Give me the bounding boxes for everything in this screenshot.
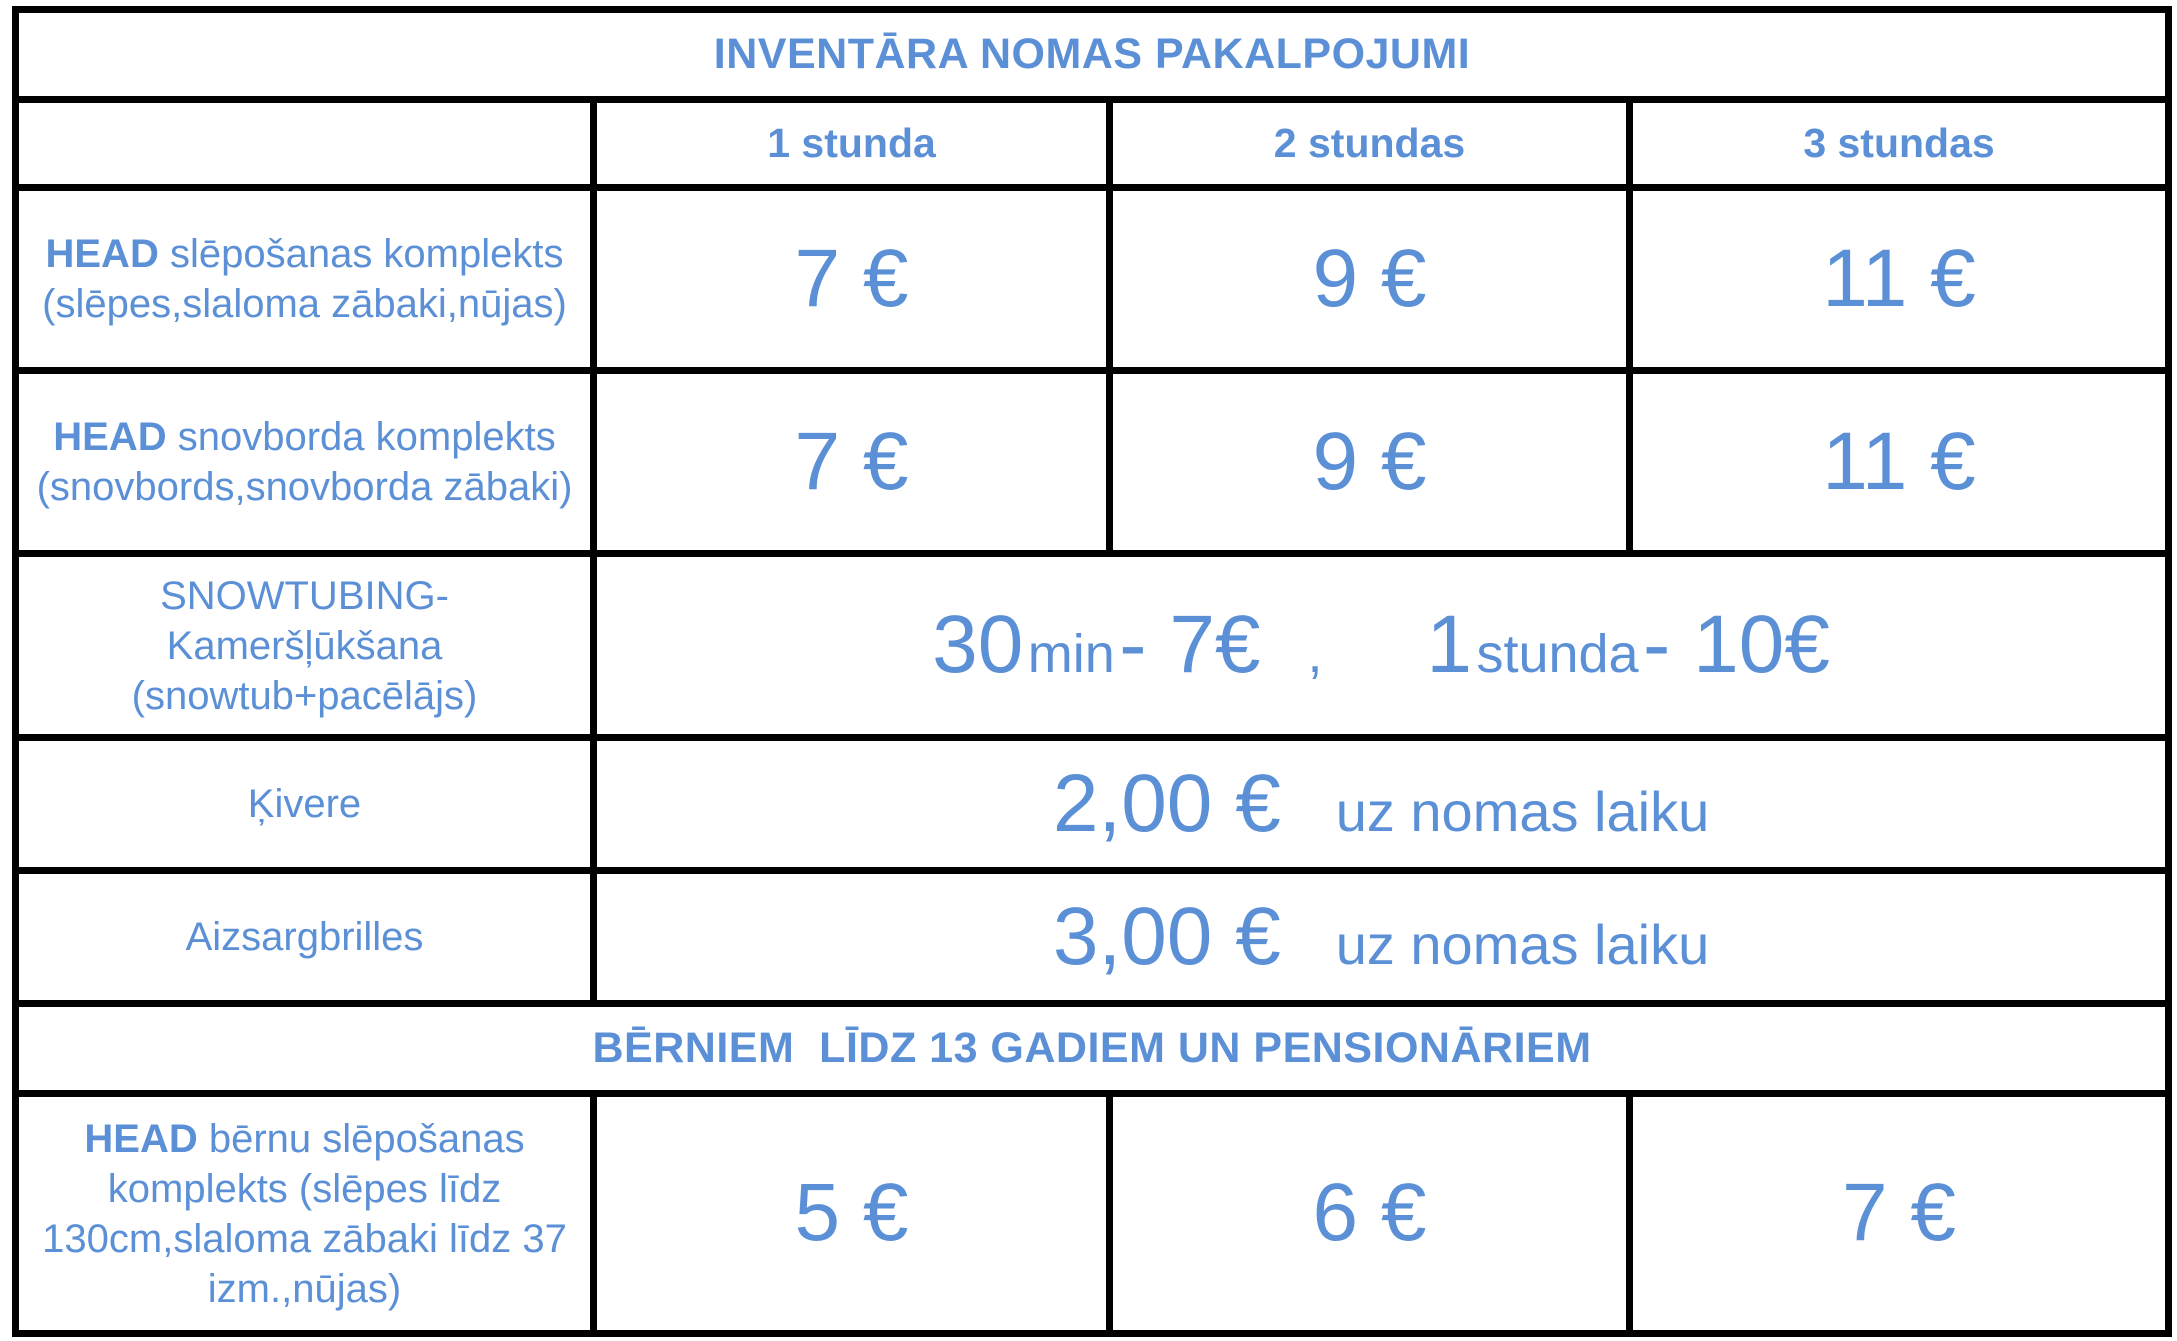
kids-ski-set-line-3: 130cm,slaloma zābaki līdz 37 [42, 1216, 567, 1261]
snowtubing-label [16, 554, 594, 738]
snowboard-set-detail: (snovbords,snovborda zābaki) [36, 465, 573, 509]
snowtubing-separator: , [1307, 624, 1323, 685]
table-row-ski-set [16, 188, 2169, 371]
snowtubing-prices [594, 554, 2169, 738]
snowboard-set-name: snovborda komplekts [177, 415, 556, 459]
kids-ski-set-label [16, 1094, 594, 1334]
kids-header: BĒRNIEM LĪDZ 13 GADIEM UN PENSIONĀRIEM [16, 1004, 2169, 1094]
snowtubing-opt1-price: - 7€ [1119, 599, 1261, 691]
snowboard-set-price-1h: 7 € [594, 371, 1110, 554]
helmet-price-cell [594, 738, 2169, 871]
snowtubing-opt2-price: - 10€ [1643, 599, 1830, 691]
kids-ski-set-brand: HEAD [84, 1116, 198, 1161]
kids-ski-set-line-1: bērnu slēpošanas [208, 1116, 525, 1161]
title-row [16, 10, 2169, 100]
snowtubing-line-2: Kameršļūkšana [166, 623, 443, 668]
column-header-row [16, 100, 2169, 188]
table-row-helmet [16, 738, 2169, 871]
snowboard-set-price-3h: 11 € [1630, 371, 2169, 554]
snowtubing-opt1-number: 30 [932, 599, 1024, 691]
ski-set-label [16, 188, 594, 371]
table-row-snowtubing [16, 554, 2169, 738]
col-header-3h: 3 stundas [1630, 100, 2169, 188]
snowtubing-line-1: SNOWTUBING- [160, 573, 449, 618]
rental-price-table [12, 6, 2172, 1337]
snowtubing-line-3: (snowtub+pacēlājs) [131, 673, 478, 718]
table-row-kids-ski-set [16, 1094, 2169, 1334]
ski-set-price-1h: 7 € [594, 188, 1110, 371]
snowboard-set-label [16, 371, 594, 554]
snowtubing-opt1-unit: min [1027, 624, 1115, 685]
kids-ski-set-price-2h: 6 € [1110, 1094, 1630, 1334]
goggles-price: 3,00 € [1052, 890, 1281, 982]
col-header-1h: 1 stunda [594, 100, 1110, 188]
col-header-2h: 2 stundas [1110, 100, 1630, 188]
ski-set-price-3h: 11 € [1630, 188, 2169, 371]
ski-set-brand: HEAD [45, 232, 159, 276]
table-row-snowboard-set [16, 371, 2169, 554]
helmet-price: 2,00 € [1052, 757, 1281, 849]
ski-set-name: slēpošanas komplekts [169, 232, 564, 276]
kids-header-row [16, 1004, 2169, 1094]
ski-set-price-2h: 9 € [1110, 188, 1630, 371]
kids-ski-set-line-4: izm.,nūjas) [207, 1266, 402, 1311]
ski-set-detail: (slēpes,slaloma zābaki,nūjas) [42, 282, 567, 326]
table-title: INVENTĀRA NOMAS PAKALPOJUMI [16, 10, 2169, 100]
kids-ski-set-line-2: komplekts (slēpes līdz [107, 1166, 502, 1211]
snowboard-set-price-2h: 9 € [1110, 371, 1630, 554]
snowboard-set-brand: HEAD [53, 415, 167, 459]
kids-ski-set-price-1h: 5 € [594, 1094, 1110, 1334]
goggles-price-cell [594, 871, 2169, 1004]
table-row-goggles [16, 871, 2169, 1004]
empty-header-cell [16, 100, 594, 188]
kids-ski-set-price-3h: 7 € [1630, 1094, 2169, 1334]
goggles-suffix: uz nomas laiku [1335, 912, 1710, 976]
goggles-label: Aizsargbrilles [16, 871, 594, 1004]
helmet-label: Ķivere [16, 738, 594, 871]
snowtubing-opt2-unit: stunda [1476, 624, 1639, 685]
snowtubing-opt2-number: 1 [1426, 599, 1472, 691]
helmet-suffix: uz nomas laiku [1335, 779, 1710, 843]
